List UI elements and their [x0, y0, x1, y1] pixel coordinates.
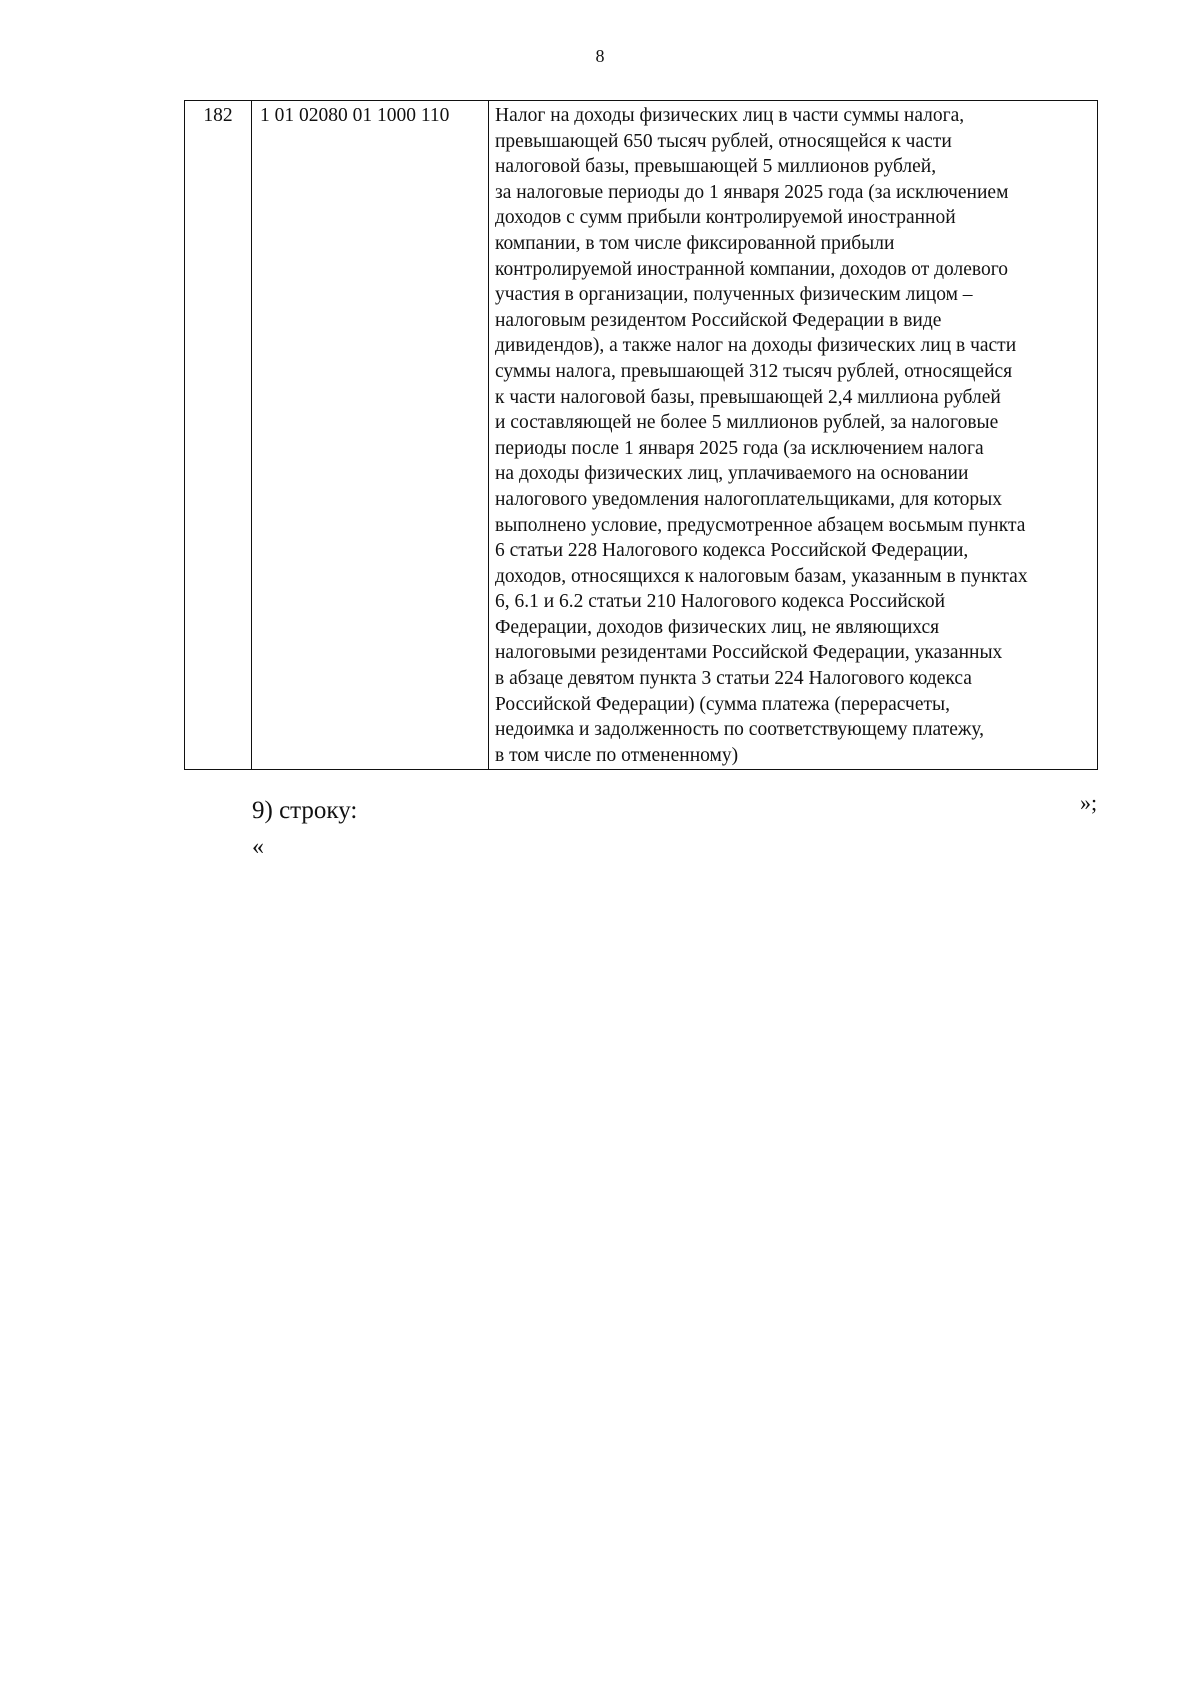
- name-line: 6 статьи 228 Налогового кодекса Российской Федерации,: [495, 540, 969, 562]
- name-line: налоговой базы, превышающей 5 миллионов рублей,: [495, 156, 937, 178]
- name-line: Федерации, доходов физических лиц, не являющихся: [495, 616, 940, 638]
- name-line: налоговыми резидентами Российской Федерации, указанных: [495, 642, 1003, 664]
- name-line: выполнено условие, предусмотренное абзацем восьмым пункта: [495, 514, 1026, 536]
- name-line: превышающей 650 тысяч рублей, относящейся к части: [495, 130, 952, 152]
- name-line: участия в организации, полученных физическим лицом –: [495, 284, 973, 306]
- name-line: контролируемой иностранной компании, доходов от долевого: [495, 258, 1008, 280]
- name-line: за налоговые периоды до 1 января 2025 года (за исключением: [495, 181, 1009, 203]
- income-name-cell: [489, 101, 1098, 770]
- page-number: 8: [595, 46, 605, 66]
- name-line: и составляющей не более 5 миллионов рублей, за налоговые: [495, 412, 999, 434]
- name-line: в том числе по отмененному): [495, 744, 739, 766]
- name-line: налоговым резидентом Российской Федерации в виде: [495, 309, 942, 331]
- name-line: доходов, относящихся к налоговым базам, указанным в пунктах: [495, 565, 1028, 587]
- table-row: [185, 101, 1098, 770]
- name-line: доходов с сумм прибыли контролируемой иностранной: [495, 207, 956, 229]
- kbk-code-cell: 1 01 02080 01 1000 110: [252, 101, 489, 770]
- name-line: на доходы физических лиц, уплачиваемого на основании: [495, 463, 969, 485]
- name-line: в абзаце девятом пункта 3 статьи 224 Налогового кодекса: [495, 668, 972, 690]
- name-line: дивидендов), а также налог на доходы физических лиц в части: [495, 335, 1017, 357]
- name-line: компании, в том числе фиксированной прибыли: [495, 232, 895, 254]
- name-line: к части налоговой базы, превышающей 2,4 миллиона рублей: [495, 386, 1001, 408]
- admin-code-cell: 182: [185, 101, 252, 770]
- item-label: 9) строку:: [252, 797, 358, 824]
- closing-quote: »;: [1080, 790, 1098, 815]
- name-line: суммы налога, превышающей 312 тысяч рублей, относящейся: [495, 360, 1013, 382]
- name-line: Российской Федерации) (сумма платежа (перерасчеты,: [495, 693, 951, 715]
- name-line: недоимка и задолженность по соответствующему платежу,: [495, 719, 985, 741]
- name-line: налогового уведомления налогоплательщиками, для которых: [495, 488, 1002, 510]
- name-line: 6, 6.1 и 6.2 статьи 210 Налогового кодекса Российской: [495, 591, 946, 613]
- name-line: периоды после 1 января 2025 года (за исключением налога: [495, 437, 984, 459]
- opening-quote: «: [252, 834, 264, 860]
- kbk-table: [184, 100, 1098, 770]
- name-line: Налог на доходы физических лиц в части суммы налога,: [495, 105, 965, 126]
